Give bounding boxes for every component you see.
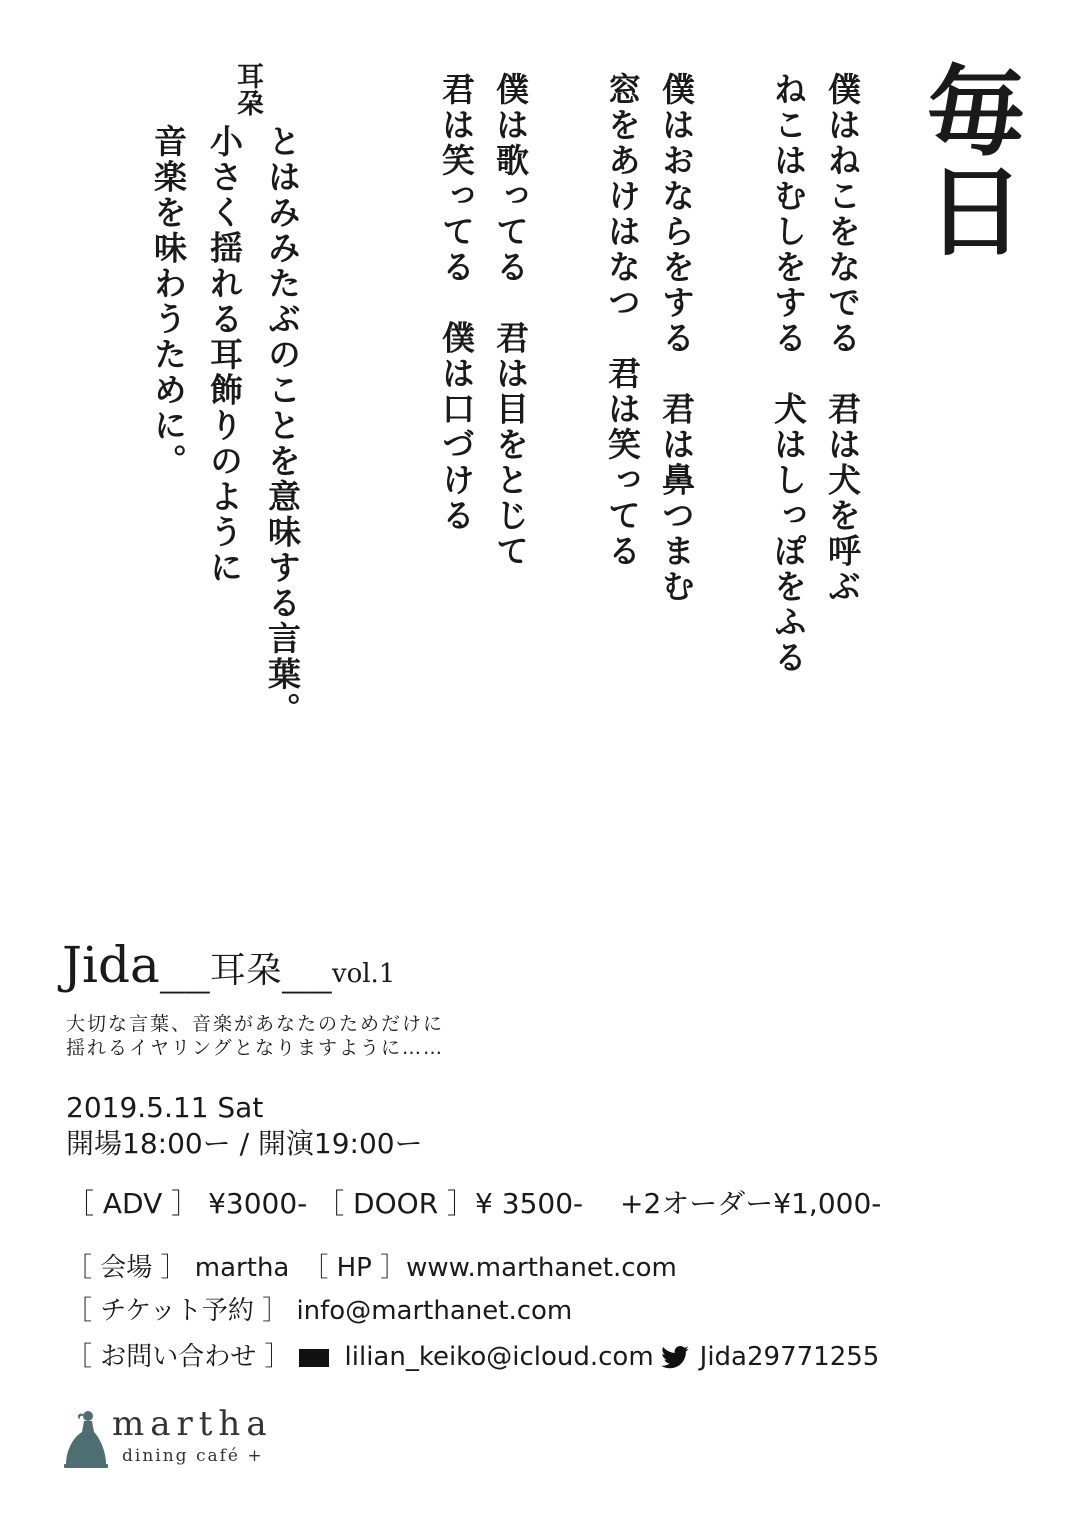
- event-times: 開場18:00ー / 開演19:00ー: [66, 1127, 423, 1160]
- poem-line-6: 君は笑ってる 僕は口づける: [437, 72, 476, 534]
- poem-line-5: 僕は歌ってる 君は目をとじて: [491, 72, 530, 569]
- tagline-line-1: 大切な言葉、音楽があなたのためだけに: [66, 1013, 445, 1035]
- meaning-line-2: 小さく揺れる耳飾りのように: [205, 124, 244, 586]
- meaning-label: 耳朶: [232, 62, 263, 116]
- poem-line-3: 僕はおならをする 君は鼻つまむ: [657, 72, 696, 605]
- twitter-bird-icon: [660, 1345, 690, 1371]
- meaning-line-3: 音楽を味わうために。: [149, 124, 188, 479]
- event-title-underline-1: __: [159, 936, 210, 994]
- event-title-underline-2: __: [281, 936, 332, 994]
- poem-line-1: 僕はねこをなでる 君は犬を呼ぶ: [823, 72, 862, 605]
- poem-line-4: 窓をあけはなつ 君は笑ってる: [603, 72, 642, 569]
- event-contact: [66, 1344, 879, 1371]
- poem-line-2: ねこはむしをする 犬はしっぽをふる: [769, 72, 808, 676]
- logo-tagline: dining café +: [122, 1446, 264, 1466]
- meaning-line-1: とはみみたぶのことを意味する言葉。: [263, 124, 302, 728]
- contact-label: ［ お問い合わせ ］: [66, 1342, 291, 1372]
- event-price: ［ ADV ］ ¥3000- ［ DOOR ］¥ 3500- +2オーダー¥1,000-: [66, 1187, 882, 1220]
- event-title-vol: vol.1: [331, 959, 396, 989]
- contact-twitter: Jida29771255: [699, 1342, 880, 1372]
- tagline-line-2: 揺れるイヤリングとなりますように……: [66, 1037, 445, 1059]
- event-title: [62, 936, 395, 994]
- logo-name: martha: [112, 1404, 273, 1444]
- martha-logo-mark: [64, 1408, 108, 1470]
- contact-email: lilian_keiko@icloud.com: [344, 1342, 654, 1372]
- event-ticket: ［ チケット予約 ］ info@marthanet.com: [66, 1296, 573, 1326]
- martha-logo: [64, 1404, 314, 1474]
- poem-title: 毎日: [910, 60, 1024, 260]
- event-title-name: Jida: [62, 936, 160, 994]
- event-tagline: [66, 1012, 444, 1060]
- email-icon: [299, 1349, 329, 1367]
- event-date: 2019.5.11 Sat: [66, 1091, 264, 1124]
- event-title-sub: 耳朶: [209, 950, 282, 991]
- event-venue: ［ 会場 ］ martha ［ HP ］www.marthanet.com: [66, 1253, 677, 1283]
